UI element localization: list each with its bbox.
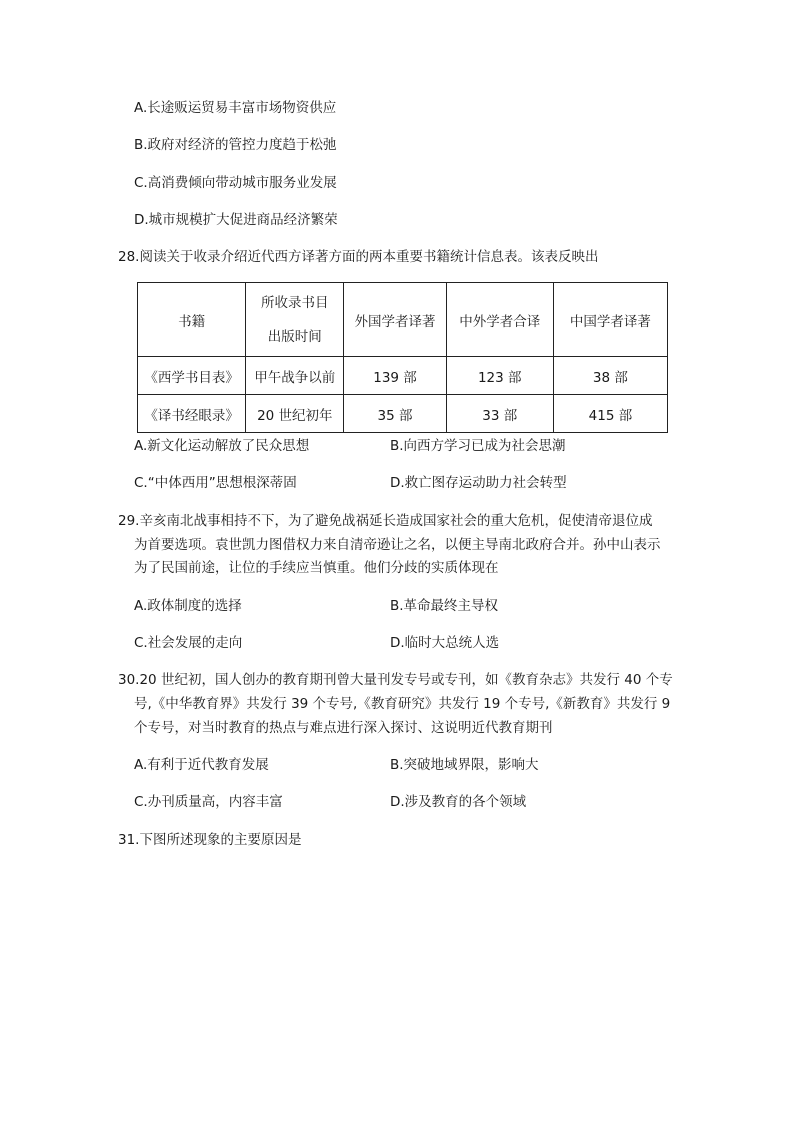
table-row [138, 357, 668, 395]
q29-stem-line3: 为了民国前途，让位的手续应当慎重。他们分歧的实质体现在 [134, 560, 499, 576]
q27-option-b: B.政府对经济的管控力度趋于松弛 [134, 137, 337, 153]
q27-option-c: C.高消费倾向带动城市服务业发展 [134, 175, 337, 191]
q28-option-d: D.救亡图存运动助力社会转型 [390, 475, 567, 491]
q29-option-c: C.社会发展的走向 [134, 635, 243, 651]
q29-stem-line1: 29.辛亥南北战事相持不下，为了避免战祸延长造成国家社会的重大危机，促使清帝退位成 [118, 513, 653, 529]
q30-option-d: D.涉及教育的各个领域 [390, 794, 527, 810]
header-chinese-translations: 中国学者译著 [553, 283, 667, 357]
book-statistics-table [137, 282, 668, 433]
table-header-row [138, 283, 668, 357]
header-foreign-translations: 外国学者译著 [344, 283, 446, 357]
header-publish-time-line1: 所收录书目 [261, 294, 329, 311]
q30-stem-line3: 个专号，对当时教育的热点与难点进行深入探讨、这说明近代教育期刊 [134, 720, 553, 736]
header-publish-time [246, 283, 344, 357]
q28-option-a: A.新文化运动解放了民众思想 [134, 438, 310, 454]
q27-option-d: D.城市规模扩大促进商品经济繁荣 [134, 212, 338, 228]
q28-option-b: B.向西方学习已成为社会思潮 [390, 438, 566, 454]
table-cell: 33 部 [446, 395, 553, 433]
table-cell: 《西学书目表》 [138, 357, 246, 395]
table-cell: 415 部 [553, 395, 667, 433]
table-cell: 《译书经眼录》 [138, 395, 246, 433]
q29-stem-line2: 为首要选项。袁世凯力图借权力来自清帝逊让之名，以便主导南北政府合并。孙中山表示 [134, 537, 661, 553]
table-row [138, 395, 668, 433]
table-cell: 38 部 [553, 357, 667, 395]
q30-stem-line2: 号,《中华教育界》共发行 39 个专号,《教育研究》共发行 19 个专号,《新教育》共发行 9 [134, 696, 671, 712]
q30-option-b: B.突破地域界限，影响大 [390, 757, 539, 773]
header-joint-translations: 中外学者合译 [446, 283, 553, 357]
q29-option-b: B.革命最终主导权 [390, 598, 499, 614]
table-cell: 35 部 [344, 395, 446, 433]
q30-option-c: C.办刊质量高，内容丰富 [134, 794, 283, 810]
table-cell: 甲午战争以前 [246, 357, 344, 395]
q28-option-c: C.“中体西用”思想根深蒂固 [134, 475, 297, 491]
q30-option-a: A.有利于近代教育发展 [134, 757, 269, 773]
q27-option-a: A.长途贩运贸易丰富市场物资供应 [134, 100, 337, 116]
q29-option-a: A.政体制度的选择 [134, 598, 242, 614]
header-book: 书籍 [138, 283, 246, 357]
q30-stem-line1: 30.20 世纪初，国人创办的教育期刊曾大量刊发专号或专刊，如《教育杂志》共发行 40 个专 [118, 672, 673, 688]
q31-stem: 31.下图所述现象的主要原因是 [118, 832, 302, 848]
table-cell: 123 部 [446, 357, 553, 395]
table-cell: 139 部 [344, 357, 446, 395]
q28-stem: 28.阅读关于收录介绍近代西方译著方面的两本重要书籍统计信息表。该表反映出 [118, 249, 599, 265]
table-cell: 20 世纪初年 [246, 395, 344, 433]
header-publish-time-line2: 出版时间 [267, 328, 322, 345]
q29-option-d: D.临时大总统人选 [390, 635, 500, 651]
